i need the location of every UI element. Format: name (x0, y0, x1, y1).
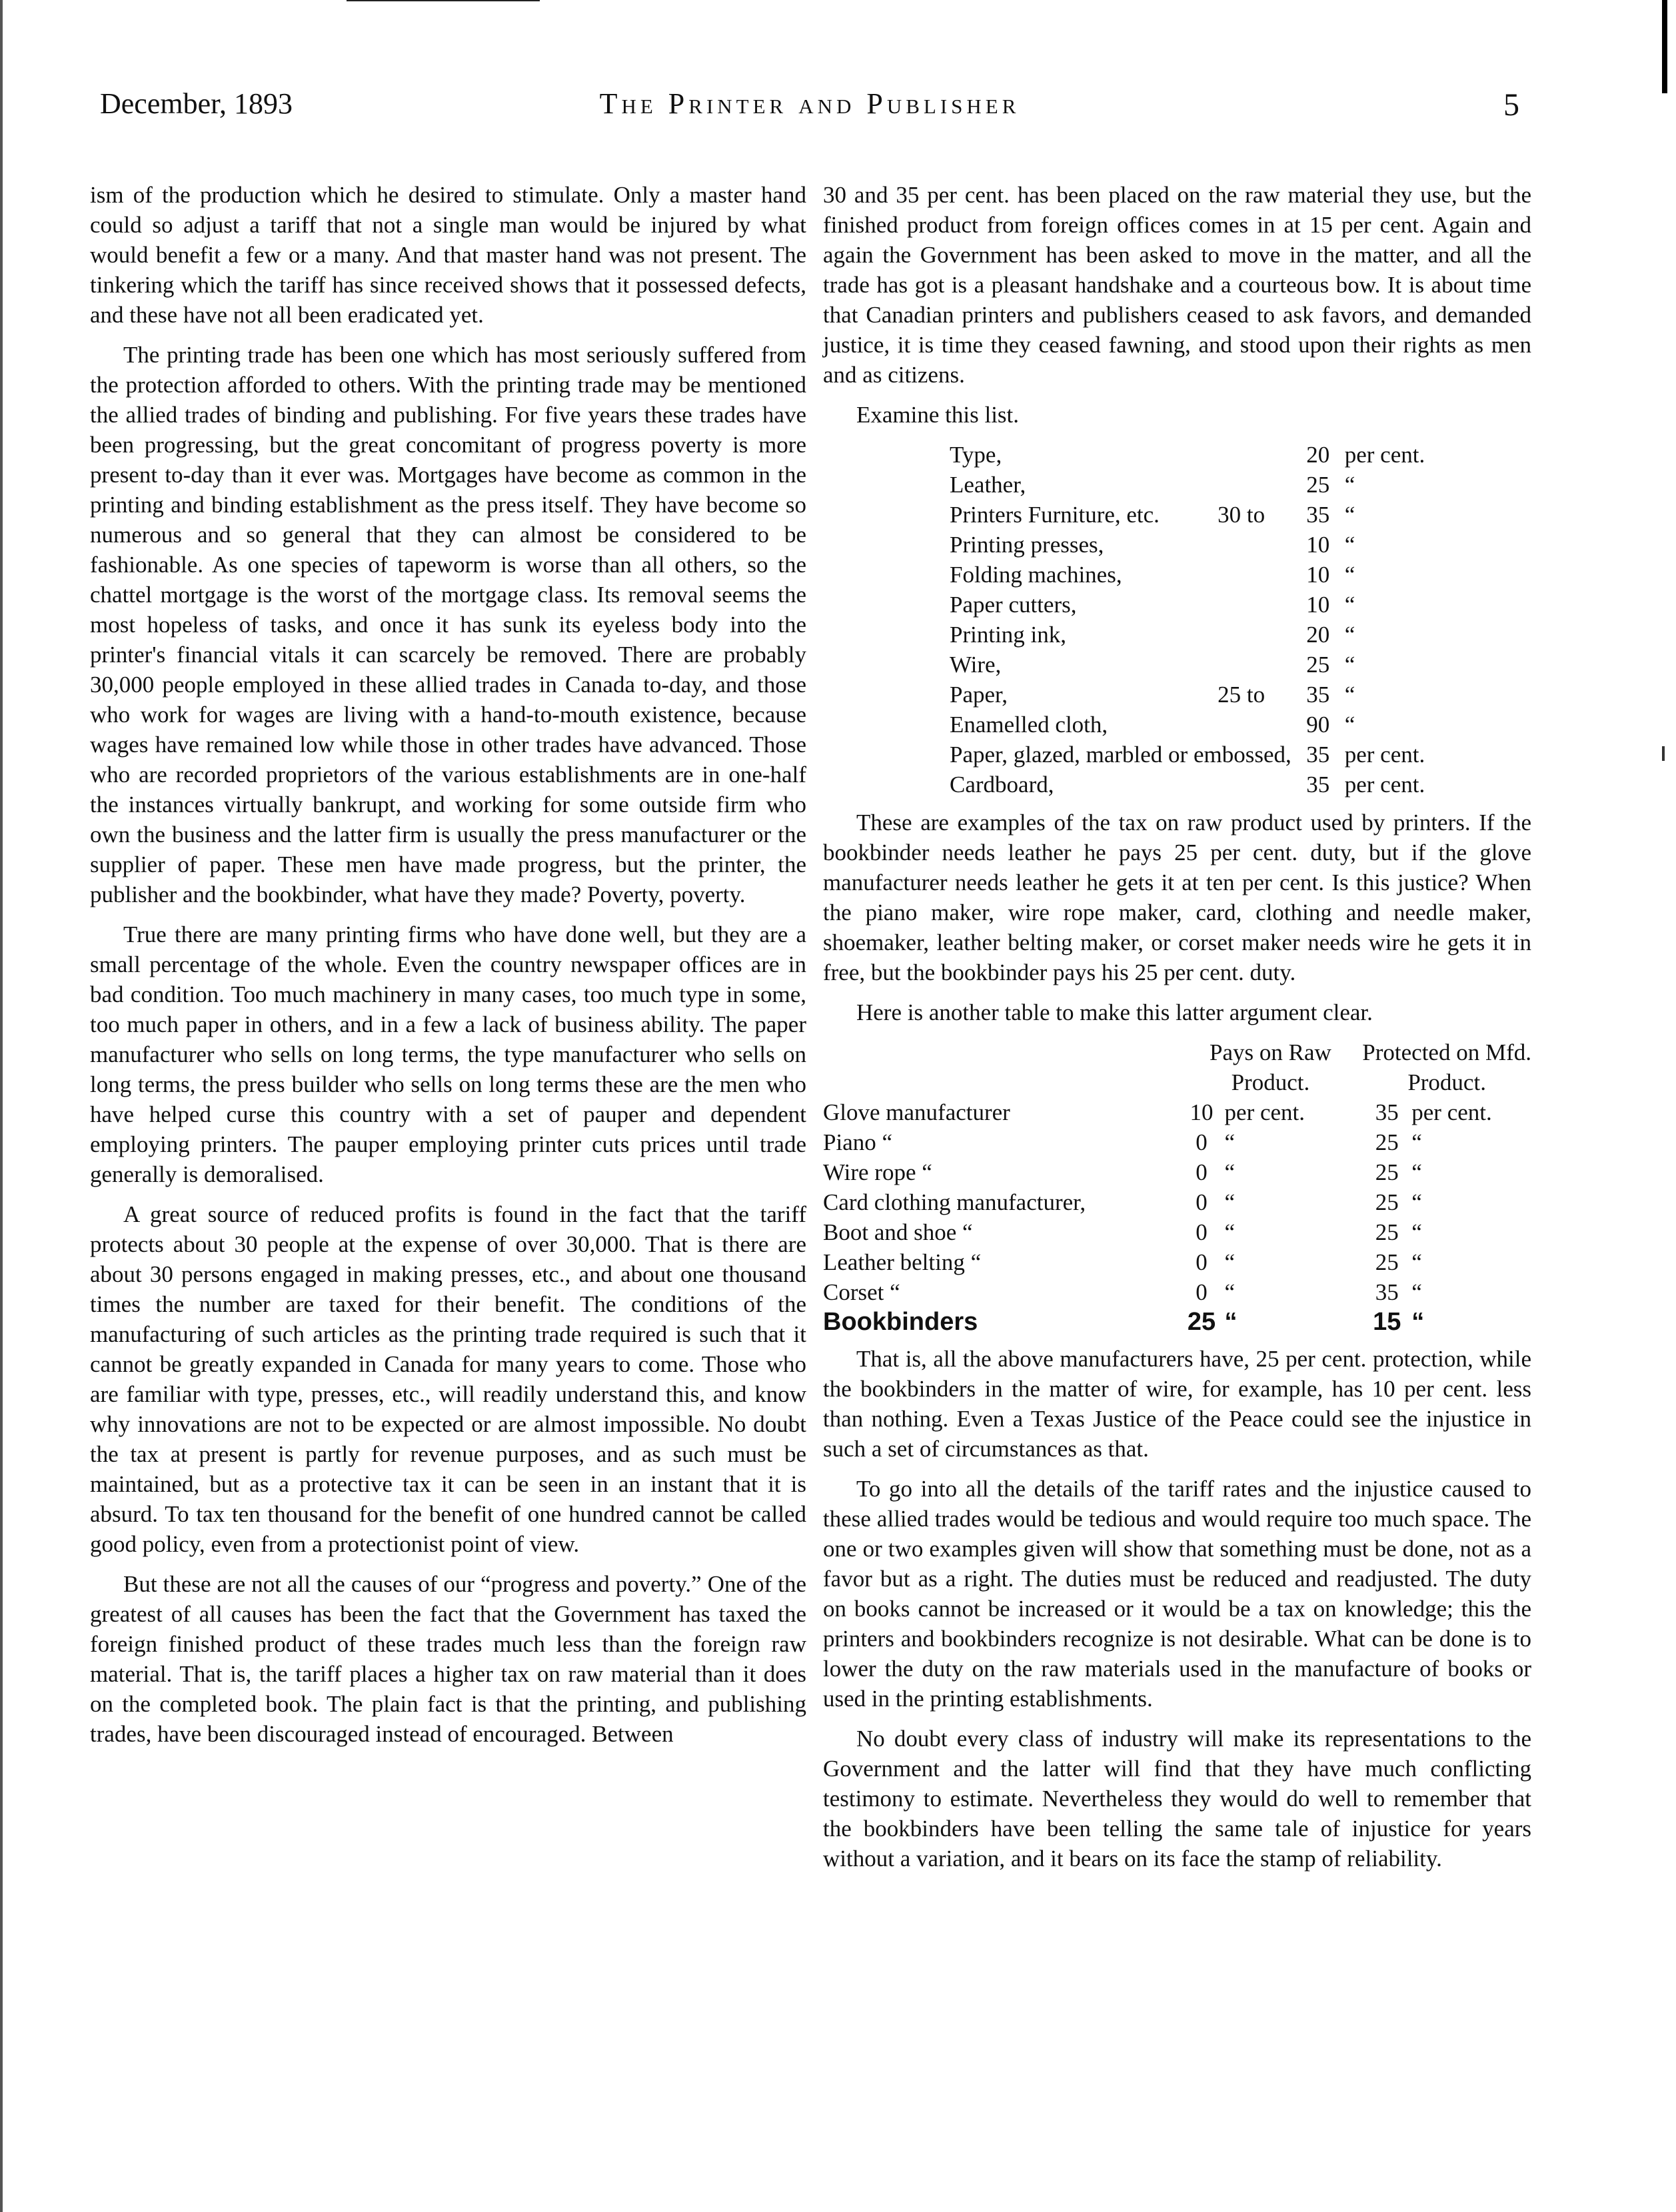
list-intro: Examine this list. (856, 402, 1020, 428)
protected-unit: “ (1411, 1159, 1422, 1185)
table-row (823, 1097, 1531, 1127)
list-item (950, 740, 1445, 770)
raw-unit: per cent. (1224, 1099, 1305, 1125)
list-item-range (1218, 770, 1291, 800)
list-item-name: Paper cutters, (950, 592, 1077, 618)
raw-value: 0 (1196, 1189, 1208, 1215)
raw-unit: “ (1224, 1219, 1236, 1245)
list-item-range: 25 to (1218, 682, 1265, 708)
list-item-value: 90 (1306, 712, 1330, 738)
list-item-unit: “ (1344, 682, 1355, 708)
list-item-name: Enamelled cloth, (950, 712, 1108, 738)
protected-unit: “ (1411, 1249, 1422, 1275)
list-item-value: 25 (1306, 472, 1330, 498)
list-item-value: 10 (1306, 592, 1330, 618)
protected-unit: “ (1411, 1279, 1422, 1305)
left-column (90, 180, 806, 1759)
paragraph: These are examples of the tax on raw product used by printers. If the bookbinder needs leather he pays 25 per cent. duty, but if the glove manufacturer needs leather he gets it at ten per cent. Is this justice? When the piano maker, wire rope maker, card, clothing and needle maker, shoemaker, leather belting maker, or corset maker needs wire he gets it in free, but the bookbinder pays his 25 per cent. duty. (823, 810, 1531, 985)
list-item-range (1218, 590, 1291, 620)
list-item-value: 35 (1306, 682, 1330, 708)
row-label: Boot and shoe “ (823, 1219, 973, 1245)
list-item (950, 590, 1445, 620)
table-row (823, 1157, 1531, 1187)
comparison-table (823, 1037, 1531, 1337)
scan-edge-tick (1662, 746, 1665, 761)
table-header-row (823, 1037, 1531, 1067)
list-item-name: Printing presses, (950, 532, 1104, 558)
row-label: Bookbinders (823, 1308, 978, 1336)
raw-unit: “ (1224, 1129, 1236, 1155)
tax-list (950, 440, 1445, 800)
list-item-unit: “ (1344, 562, 1355, 588)
table-row (823, 1247, 1531, 1277)
table-intro: Here is another table to make this latter argument clear. (856, 999, 1373, 1025)
list-item-unit: “ (1344, 712, 1355, 738)
raw-value: 10 (1190, 1099, 1214, 1125)
protected-value: 35 (1375, 1279, 1399, 1305)
paragraph: That is, all the above manufacturers have, 25 per cent. protection, while the bookbinders in the matter of wire, for example, has 10 per cent. less than nothing. Even a Texas Justice of the Peace could see the injustice in such a set of circumstances as that. (823, 1346, 1531, 1462)
list-item-name: Cardboard, (950, 772, 1054, 798)
list-item-name: Folding machines, (950, 562, 1122, 588)
list-item-value: 10 (1306, 562, 1330, 588)
list-item (950, 500, 1445, 530)
raw-unit: “ (1224, 1279, 1236, 1305)
raw-value: 0 (1196, 1249, 1208, 1275)
protected-unit: “ (1411, 1308, 1425, 1336)
paragraph: A great source of reduced profits is found in the fact that the tariff protects about 30 people at the expense of over 30,000. That is there are about 30 persons engaged in making presses, etc., and about one thousand times the number are taxed for their benefit. The conditions of the manufacturing of such articles as the printing trade required is such that it cannot be greatly expanded in Canada for many years to come. Those who are familiar with type, presses, etc., will readily understand this, and know why innovations are not to be expected or are almost impossible. No doubt the tax at present is partly for revenue purposes, and as such must be maintained, but as a protective tax it can be seen in an instant that it is absurd. To tax ten thousand for the benefit of one hundred cannot be called good policy, even from a protectionist point of view. (90, 1201, 806, 1557)
list-item (950, 440, 1445, 470)
protected-unit: “ (1411, 1219, 1422, 1245)
column-subheader-raw: Product. (1231, 1069, 1310, 1095)
list-item-range (1218, 710, 1291, 740)
list-item-range (1218, 650, 1291, 680)
column-subheader-protected: Product. (1407, 1069, 1486, 1095)
protected-unit: “ (1411, 1129, 1422, 1155)
list-item (950, 560, 1445, 590)
table-row-bookbinders (823, 1307, 1531, 1337)
list-item-range (1218, 470, 1291, 500)
list-item-value: 35 (1306, 742, 1330, 768)
list-item-value: 10 (1306, 532, 1330, 558)
protected-unit: per cent. (1411, 1099, 1492, 1125)
list-item (950, 530, 1445, 560)
top-rule (347, 0, 540, 1)
row-label: Card clothing manufacturer, (823, 1189, 1086, 1215)
protected-value: 15 (1373, 1308, 1401, 1336)
table-row (823, 1217, 1531, 1247)
scan-edge-mark (1662, 0, 1667, 93)
row-label: Corset “ (823, 1279, 900, 1305)
raw-unit: “ (1224, 1249, 1236, 1275)
paragraph: ism of the production which he desired to stimulate. Only a master hand could so adjust a tariff that not a single man would be injured by what would benefit a few or a many. And that master hand was not present. The tinkering which the tariff has since received shows that it possessed defects, and these have not all been eradicated yet. (90, 182, 806, 328)
protected-value: 25 (1375, 1249, 1399, 1275)
list-item-value: 20 (1306, 442, 1330, 468)
paragraph: The printing trade has been one which has most seriously suffered from the protection afforded to others. With the printing trade may be mentioned the allied trades of binding and publishing. For five years these trades have been progressing, but the great concomitant of progress poverty is more present to-day than it ever was. Mortgages have become as common in the printing and binding establishment as the press itself. They have become so numerous and so general that they can almost be considered to be fashionable. As one species of tapeworm is worse than all others, so the chattel mortgage is the worst of the mortgage class. Its removal seems the most hopeless of tasks, and once it has sunk its eyeless body into the printer's financial vitals it can scarcely be removed. There are probably 30,000 people employed in these allied trades in Canada to-day, and those who work for wages are living with a hand-to-mouth existence, because wages have remained low while those in other trades have advanced. Those who are recorded proprietors of the various establishments are in one-half the instances virtually bankrupt, and working for some outside firm who own the business and the latter firm is usually the press manufacturer or the supplier of paper. These men have made progress, but the printer, the publisher and the bookbinder, what have they made? Poverty, poverty. (90, 342, 806, 907)
raw-value: 0 (1196, 1279, 1208, 1305)
paragraph: To go into all the details of the tariff rates and the injustice caused to these allied trades would be tedious and would require too much space. The one or two examples given will show that something must be done, not as a favor but as a right. The duties must be reduced and readjusted. The duty on books cannot be increased or it would be a tax on knowledge; this the printers and bookbinders recognize is not desirable. What can be done is to lower the duty on the raw materials used in the manufacture of books or used in the printing establishments. (823, 1476, 1531, 1712)
column-header-protected: Protected on Mfd. (1362, 1039, 1531, 1065)
list-item-name: Paper, (950, 682, 1008, 708)
list-item-unit: per cent. (1344, 442, 1425, 468)
raw-unit: “ (1224, 1159, 1236, 1185)
protected-value: 35 (1375, 1099, 1399, 1125)
table-row (823, 1187, 1531, 1217)
list-item-value: 35 (1306, 772, 1330, 798)
raw-value: 0 (1196, 1159, 1208, 1185)
row-label: Piano “ (823, 1129, 893, 1155)
raw-value: 25 (1187, 1308, 1216, 1336)
table-row (823, 1277, 1531, 1307)
list-item-name: Printers Furniture, etc. (950, 502, 1160, 528)
list-item-unit: per cent. (1344, 772, 1425, 798)
list-item-unit: “ (1344, 502, 1355, 528)
list-item (950, 680, 1445, 710)
protected-unit: “ (1411, 1189, 1422, 1215)
paragraph: True there are many printing firms who have done well, but they are a small percentage of the whole. Even the country newspaper offices are in bad condition. Too much machinery in many cases, too much type in some, too much paper in others, and in a few a lack of business ability. The paper manufacturer who sells on long terms, the type manufacturer who sells on long terms, the press builder who sells on long terms these are the men who have helped curse this country with a set of pauper and dependent employing printers. The pauper employing printer cuts prices until trade generally is demoralised. (90, 921, 806, 1187)
row-label: Wire rope “ (823, 1159, 932, 1185)
table-row (823, 1127, 1531, 1157)
list-item-unit: “ (1344, 472, 1355, 498)
list-item-unit: “ (1344, 592, 1355, 618)
list-item-unit: “ (1344, 622, 1355, 648)
list-item-name: Printing ink, (950, 622, 1067, 648)
raw-unit: “ (1224, 1308, 1238, 1336)
list-item-name: Leather, (950, 472, 1026, 498)
list-item-unit: “ (1344, 532, 1355, 558)
list-item-range: 30 to (1218, 502, 1265, 528)
issue-date: December, 1893 (100, 87, 293, 120)
list-item-name: Wire, (950, 652, 1002, 678)
row-label: Leather belting “ (823, 1249, 982, 1275)
list-item-value: 25 (1306, 652, 1330, 678)
table-header-row (823, 1067, 1531, 1097)
list-item-range (1218, 440, 1291, 470)
list-item-value: 35 (1306, 502, 1330, 528)
list-item (950, 770, 1445, 800)
paragraph: But these are not all the causes of our “progress and poverty.” One of the greatest of all causes has been the fact that the Government has taxed the foreign finished product of these trades much less than the foreign raw material. That is, the tariff places a higher tax on raw material than it does on the completed book. The plain fact is that the printing, and publishing trades, have been discouraged instead of encouraged. Between (90, 1571, 806, 1747)
list-item (950, 620, 1445, 650)
list-item-range (1218, 620, 1291, 650)
scan-left-edge (0, 0, 3, 2212)
list-item (950, 470, 1445, 500)
list-item (950, 710, 1445, 740)
list-item (950, 650, 1445, 680)
row-label: Glove manufacturer (823, 1099, 1010, 1125)
protected-value: 25 (1375, 1189, 1399, 1215)
list-item-name: Type, (950, 442, 1002, 468)
list-item-unit: “ (1344, 652, 1355, 678)
list-item-value: 20 (1306, 622, 1330, 648)
raw-unit: “ (1224, 1189, 1236, 1215)
protected-value: 25 (1375, 1159, 1399, 1185)
list-item-unit: per cent. (1344, 742, 1425, 768)
page-number: 5 (1503, 87, 1519, 123)
list-item-range (1218, 530, 1291, 560)
paragraph: 30 and 35 per cent. has been placed on the raw material they use, but the finished product from foreign offices comes in at 15 per cent. Again and again the Government has been asked to move in the matter, and all the trade has got is a pleasant handshake and a courteous bow. It is about time that Canadian printers and publishers ceased to ask favors, and demanded justice, it is time they ceased fawning, and stood upon their rights as men and as citizens. (823, 182, 1531, 388)
publication-title: The Printer and Publisher (599, 87, 1020, 120)
protected-value: 25 (1375, 1129, 1399, 1155)
raw-value: 0 (1196, 1129, 1208, 1155)
list-item-name: Paper, glazed, marbled or embossed, (950, 742, 1291, 768)
column-header-raw: Pays on Raw (1210, 1039, 1331, 1065)
raw-value: 0 (1196, 1219, 1208, 1245)
paragraph: No doubt every class of industry will make its representations to the Government and the latter will find that they have much conflicting testimony to estimate. Nevertheless they would do well to remember that the bookbinders have been telling the same tale of injustice for years without a variation, and it bears on its face the stamp of reliability. (823, 1726, 1531, 1872)
protected-value: 25 (1375, 1219, 1399, 1245)
page-header (100, 87, 1519, 133)
list-item-range (1218, 560, 1291, 590)
right-column (823, 180, 1531, 1884)
